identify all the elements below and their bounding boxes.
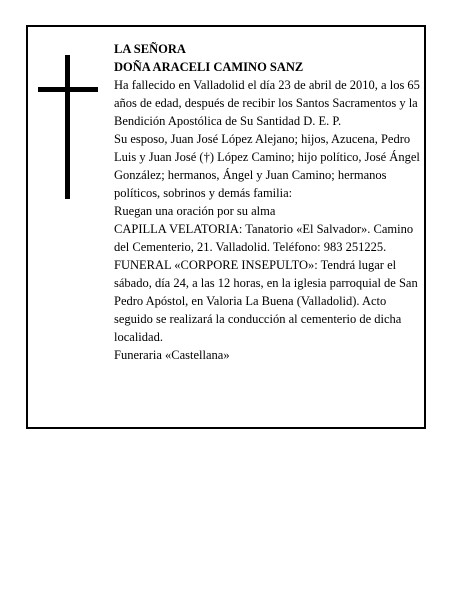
cross-icon — [38, 55, 98, 199]
notice-header: LA SEÑORA — [114, 42, 186, 56]
prayer-request: Ruegan una oración por su alma — [114, 204, 276, 218]
notice-text — [114, 40, 428, 364]
funeral-info: FUNERAL «CORPORE INSEPULTO»: Tendrá lugar el sábado, día 24, a las 12 horas, en la iglesia parroquial de San Pedro Apóstol, en Valoria La Buena (Valladolid). Acto seguido se realizará la conducción al cementerio de dicha localidad. — [114, 258, 418, 344]
death-announcement: Ha fallecido en Valladolid el día 23 de abril de 2010, a los 65 años de edad, después de recibir los Santos Sacramentos y la Bendición Apostólica de Su Santidad D. E. P. — [114, 78, 420, 128]
deceased-name: DOÑA ARACELI CAMINO SANZ — [114, 60, 304, 74]
funeral-home: Funeraria «Castellana» — [114, 348, 230, 362]
obituary-notice — [26, 25, 426, 429]
chapel-info: CAPILLA VELATORIA: Tanatorio «El Salvador». Camino del Cementerio, 21. Valladolid. Teléfono: 983 251225. — [114, 222, 414, 254]
family-list: Su esposo, Juan José López Alejano; hijos, Azucena, Pedro Luis y Juan José (†) López Camino; hijo político, José Ángel González; hermanos, Ángel y Juan Camino; hermanos políticos, sobrinos y demás familia: — [114, 132, 420, 200]
cross-vertical-bar — [65, 55, 70, 199]
cross-horizontal-bar — [38, 87, 98, 92]
